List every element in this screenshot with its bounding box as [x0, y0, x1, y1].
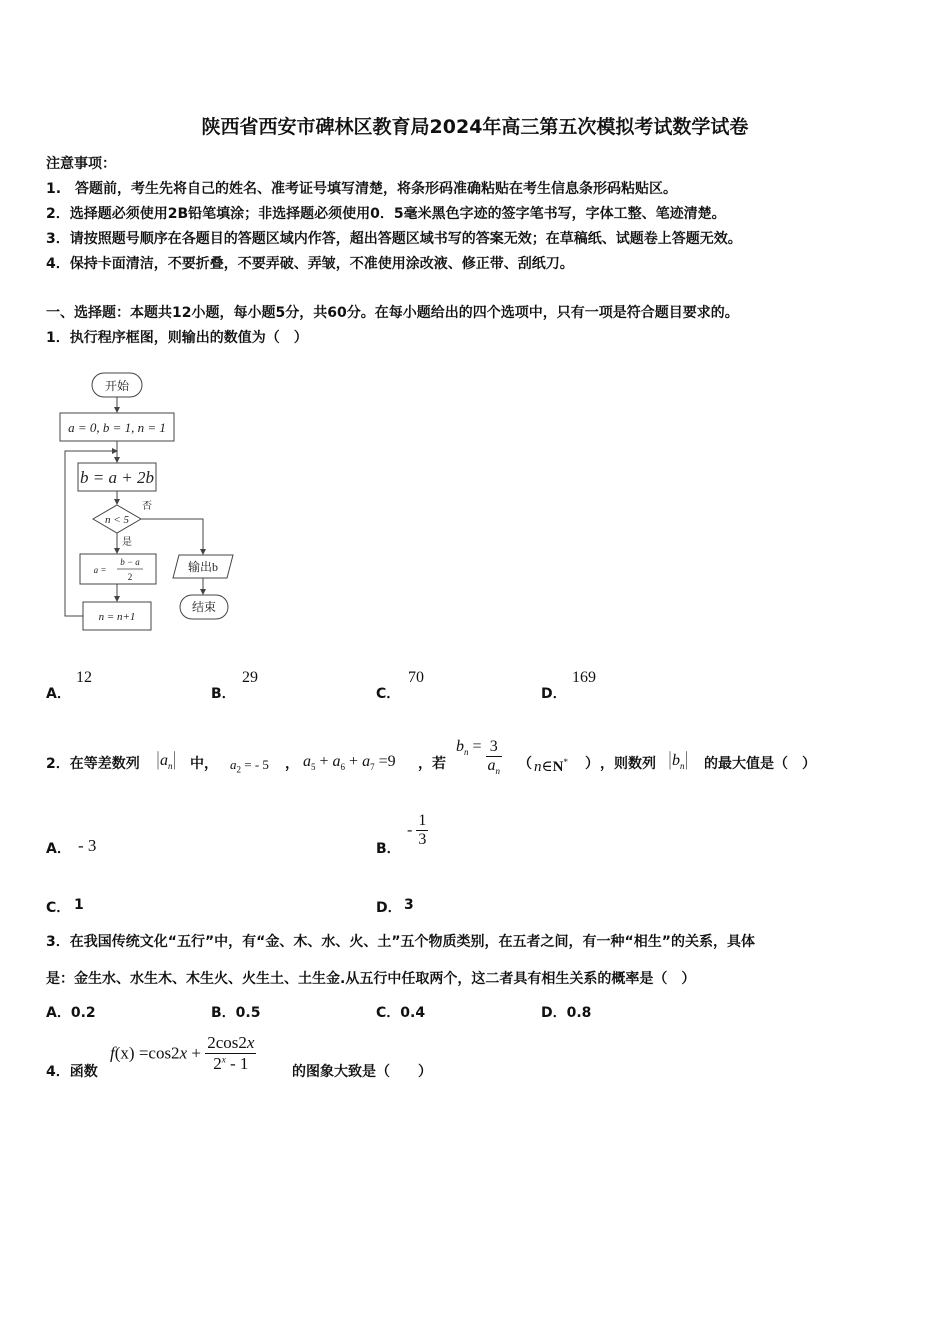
q2-option-c-label: C． — [46, 900, 71, 916]
flow-yes-label: 是 — [122, 537, 132, 548]
q2-cond: n∈N* — [534, 757, 568, 775]
q3-option-a: A．0.2 — [46, 1005, 96, 1021]
flow-end-label: 结束 — [191, 600, 217, 614]
q2-seq-a: $|a_n|$ — [156, 748, 177, 772]
notice-item-1: 1. 答题前，考生先将自己的姓名、准考证号填写清楚，将条形码准确粘贴在考生信息条形码粘贴区。 — [46, 181, 678, 197]
flow-condition-label: n < 5 — [105, 514, 129, 526]
q1-option-a-label: A． — [46, 686, 71, 702]
q2-text-5: 的最大值是（ ） — [704, 756, 816, 772]
q2-cond-close: ） — [585, 756, 599, 772]
q2-text-1: 2．在等差数列 — [46, 756, 140, 772]
q1-option-a-value: 12 — [76, 669, 92, 686]
page-title: 陕西省西安市碑林区教育局2024年高三第五次模拟考试数学试卷 — [201, 116, 749, 138]
flow-increment-label: n = n+1 — [98, 611, 136, 623]
q2-cond-open: （ — [518, 756, 532, 772]
notice-heading: 注意事项： — [46, 156, 116, 172]
q2-text-2: 中， — [190, 756, 218, 772]
q1-option-c-value: 70 — [408, 669, 424, 686]
q2-option-a-label: A． — [46, 841, 71, 857]
q4-function: f(x) =cos2x + $\frac{2\cos 2x}{2^x - 1}$ — [110, 1033, 255, 1073]
flow-a-lhs: a = — [93, 565, 107, 575]
flow-start-label: 开始 — [104, 379, 130, 393]
flowchart-diagram — [55, 365, 255, 647]
q2-option-d-value: 3 — [404, 897, 414, 913]
notice-item-2: 2．选择题必须使用2B铅笔填涂；非选择题必须使用0．5毫米黑色字迹的签字笔书写，字体工整、笔迹清楚。 — [46, 206, 726, 222]
flow-a-denominator: 2 — [127, 572, 133, 582]
q1-option-c-label: C． — [376, 686, 401, 702]
q4-text-1: 4．函数 — [46, 1064, 98, 1080]
q2-text-4: ，则数列 — [600, 756, 656, 772]
q2-option-b-value: - $\frac{1}{3}$ — [407, 812, 427, 848]
flow-no-label: 否 — [142, 501, 152, 512]
q2-comma: ， — [285, 756, 299, 772]
q2-sum: $a_5 + a_6 + a_7 =9$ — [303, 753, 396, 773]
q2-bn-def: $b_n$ = $\frac{3}{a_n}$ — [456, 738, 501, 777]
q2-text-3: ，若 — [418, 756, 446, 772]
q3-stem-line-1: 3．在我国传统文化“五行”中，有“金、木、水、火、土”五个物质类别，在五者之间，有一种“相生”的关系，具体 — [46, 934, 755, 950]
q2-option-b-label: B． — [376, 841, 401, 857]
q3-option-c: C．0.4 — [376, 1005, 426, 1021]
flow-init-label: a = 0, b = 1, n = 1 — [68, 420, 166, 435]
q1-option-d-value: 169 — [572, 669, 596, 686]
q1-option-d-label: D． — [541, 686, 567, 702]
q3-stem-line-2: 是：金生水、水生木、木生火、火生土、土生金.从五行中任取两个，这二者具有相生关系的概率是（ ） — [46, 971, 696, 987]
question-1-stem: 1．执行程序框图，则输出的数值为（ ） — [46, 330, 308, 346]
q2-a2: $a_2$ = - 5 — [230, 757, 269, 775]
q1-option-b-value: 29 — [242, 669, 258, 686]
q1-option-b-label: B． — [211, 686, 236, 702]
q3-option-b: B．0.5 — [211, 1005, 261, 1021]
flow-a-numerator: b − a — [120, 557, 140, 567]
notice-item-3: 3．请按照题号顺序在各题目的答题区域内作答，超出答题区域书写的答案无效；在草稿纸、试题卷上答题无效。 — [46, 231, 742, 247]
q2-option-a-value: - 3 — [78, 836, 97, 855]
q2-option-c-value: 1 — [74, 897, 84, 913]
q2-option-d-label: D． — [376, 900, 402, 916]
q4-text-2: 的图象大致是（ ） — [292, 1064, 432, 1080]
section-heading: 一、选择题：本题共12小题，每小题5分，共60分。在每小题给出的四个选项中，只有一项是符合题目要求的。 — [46, 305, 739, 321]
notice-item-4: 4．保持卡面清洁，不要折叠，不要弄破、弄皱，不准使用涂改液、修正带、刮纸刀。 — [46, 256, 574, 272]
flow-assign-label: b = a + 2b — [80, 468, 154, 487]
flow-output-label: 输出b — [187, 560, 219, 574]
q2-seq-b: $|b_n|$ — [668, 748, 689, 772]
q3-option-d: D．0.8 — [541, 1005, 592, 1021]
